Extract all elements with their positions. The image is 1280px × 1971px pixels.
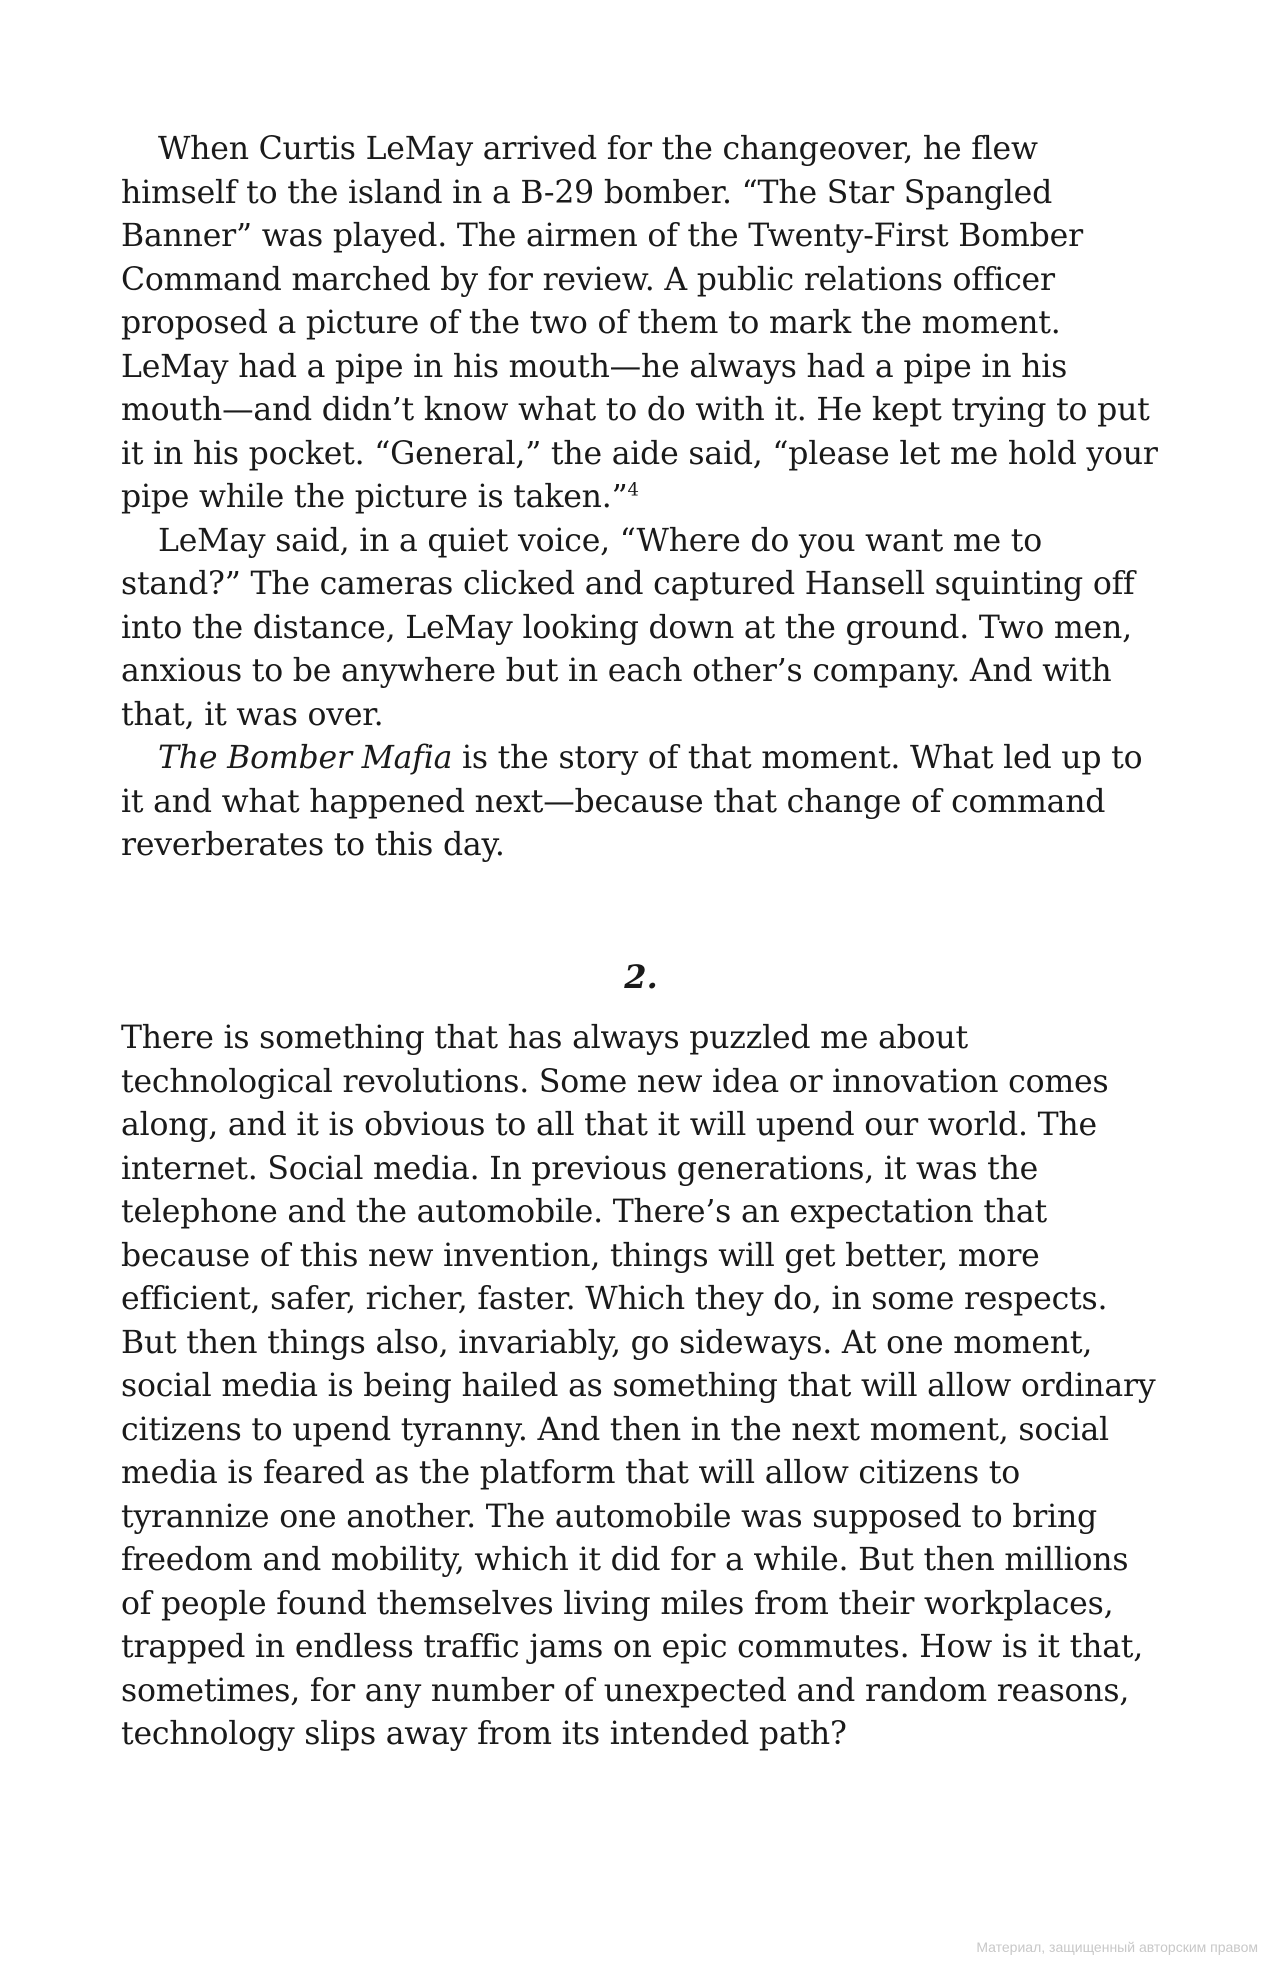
book-title-italic: The Bomber Mafia (158, 740, 453, 776)
paragraph-technological-revolutions (121, 1017, 1161, 1757)
copyright-watermark: Материал, защищенный авторским правом (976, 1939, 1258, 1955)
section-2 (121, 1017, 1161, 1757)
paragraph-text: LeMay said, in a quiet voice, “Where do you want me to stand?” The cameras clicked and captured Hansell squinting off into the distance, LeMay looking down at the ground. Two men, anxious to be anywhere but in each other’s company. And with that, it was over. (121, 522, 1135, 733)
paragraph-text: When Curtis LeMay arrived for the changeover, he flew himself to the island in a B-29 bomber. “The Star Spangled Banner” was played. The airmen of the Twenty-First Bomber Command marched by for review. A public relations officer proposed a picture of the two of them to mark the moment. LeMay had a pipe in his mouth—he always had a pipe in his mouth—and didn’t know what to do with it. He kept trying to put it in his pocket. “General,” the aide said, “please let me hold your pipe while the picture is taken.” (121, 131, 1158, 515)
footnote-marker[interactable]: 4 (627, 479, 639, 501)
paragraph-text: There is something that has always puzzled me about technological revolutions. Some new idea or innovation comes along, and it is obvious to all that it will upend our world. The internet. Social media. In previous generations, it was the telephone and the automobile. There’s an expectation that because of this new invention, things will get better, more efficient, safer, richer, faster. Which they do, in some respects. But then things also, invariably, go sideways. At one moment, social media is being hailed as something that will allow ordinary citizens to upend tyranny. And then in the next moment, social media is feared as the platform that will allow citizens to tyrannize one another. The automobile was supposed to bring freedom and mobility, which it did for a while. But then millions of people found themselves living miles from their workplaces, trapped in endless traffic jams on epic commutes. How is it that, sometimes, for any number of unexpected and random reasons, technology slips away from its intended path? (121, 1020, 1156, 1752)
paragraph-lemay-stand (121, 520, 1161, 738)
section-1-continued (121, 128, 1161, 868)
paragraph-text: is the story of that moment. What led up to it and what happened next—because that change of command reverberates to this day. (121, 740, 1143, 863)
paragraph-bomber-mafia-story (121, 737, 1161, 868)
section-heading-2: 2. (624, 958, 658, 996)
paragraph-lemay-changeover (121, 128, 1161, 520)
